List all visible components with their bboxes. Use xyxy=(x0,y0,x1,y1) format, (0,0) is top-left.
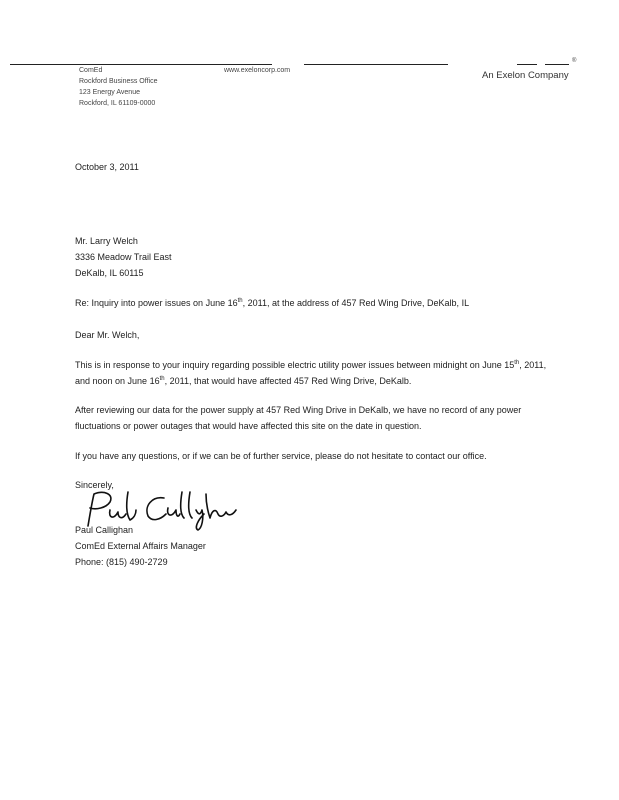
re-line-prefix: Re: Inquiry into power issues on June 16 xyxy=(75,298,238,308)
header-rule-right-b xyxy=(545,64,569,65)
office-city: Rockford, IL 61109-0000 xyxy=(79,100,156,107)
paragraph-1 xyxy=(75,358,555,389)
paragraph-1-part1: This is in response to your inquiry regarding possible electric utility power issues between midnight on June 15 xyxy=(75,360,515,370)
registered-mark: ® xyxy=(572,58,577,64)
signer-name: Paul Callighan xyxy=(75,525,134,535)
company-name: ComEd xyxy=(79,67,103,74)
recipient-name: Mr. Larry Welch xyxy=(75,236,138,246)
paragraph-1-sup2: th xyxy=(159,375,165,382)
paragraph-1-part3: , 2011, that would have affected 457 Red Wing Drive, DeKalb. xyxy=(164,375,412,386)
letter-date: October 3, 2011 xyxy=(75,162,139,172)
office-street: 123 Energy Avenue xyxy=(79,89,140,96)
paragraph-1-sup1: th xyxy=(514,360,520,366)
header-rule-right-a xyxy=(517,64,537,65)
paragraph-2: After reviewing our data for the power supply at 457 Red Wing Drive in DeKalb, we have no record of any power fluctuations or power outages that would have affected this site on the date in question. xyxy=(75,405,522,431)
paragraph-3: If you have any questions, or if we can be of further service, please do not hesitate to contact our office. xyxy=(75,451,487,461)
closing: Sincerely, xyxy=(75,480,114,490)
recipient-street: 3336 Meadow Trail East xyxy=(75,252,172,262)
signer-title: ComEd External Affairs Manager xyxy=(75,541,206,551)
signer-phone: Phone: (815) 490-2729 xyxy=(75,557,168,567)
office-name: Rockford Business Office xyxy=(79,78,158,85)
paragraph-1-part2: , 2011, and noon on June 16 xyxy=(75,360,547,386)
recipient-city: DeKalb, IL 60115 xyxy=(75,268,144,278)
salutation: Dear Mr. Welch, xyxy=(75,330,140,340)
re-line-sup: th xyxy=(237,298,243,304)
re-line-suffix: , 2011, at the address of 457 Red Wing Drive, DeKalb, IL xyxy=(242,298,470,308)
header-rule-middle xyxy=(304,64,448,65)
re-line xyxy=(75,296,469,311)
company-tagline: An Exelon Company xyxy=(482,70,569,81)
website-link[interactable]: www.exeloncorp.com xyxy=(224,67,291,74)
